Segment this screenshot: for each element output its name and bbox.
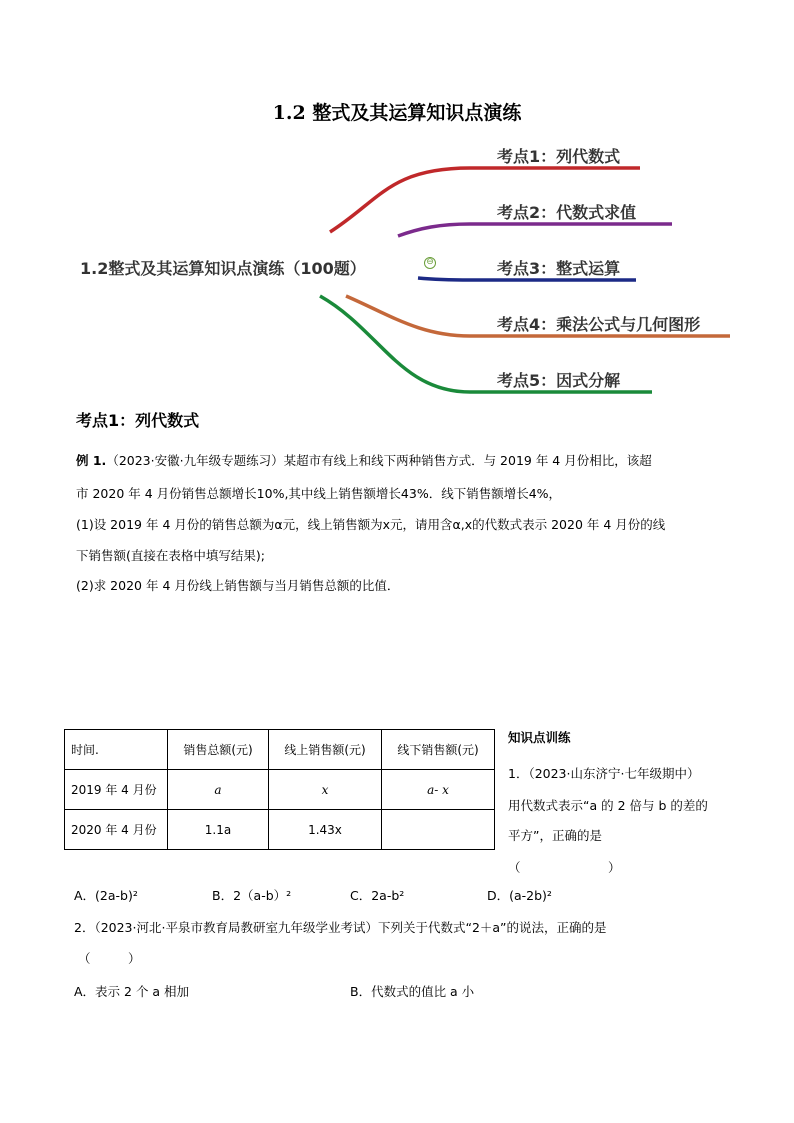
mindmap-branches — [0, 0, 794, 420]
table-cell-empty[interactable] — [382, 810, 495, 850]
table-cell: a — [168, 770, 269, 810]
branch-line-2 — [398, 224, 672, 236]
table-cell: x — [269, 770, 382, 810]
section-heading: 考点1：列代数式 — [76, 411, 200, 430]
q1-answer-blank[interactable]: （ ） — [508, 860, 621, 875]
example-label: 例 1. — [76, 453, 107, 468]
example-line-4: 下销售额(直接在表格中填写结果); — [76, 548, 265, 563]
table-cell: 2020 年 4 月份 — [65, 810, 168, 850]
table-header-row — [65, 730, 495, 770]
table-cell: 1.1a — [168, 810, 269, 850]
training-heading: 知识点训练 — [508, 730, 571, 745]
q1-option-c[interactable]: C．2a-b² — [350, 888, 405, 903]
mindmap-root: 1.2整式及其运算知识点演练（100题） — [80, 259, 366, 278]
mindmap-node-4[interactable]: 考点4：乘法公式与几何图形 — [497, 315, 701, 334]
example-line-2: 市 2020 年 4 月份销售总额增长10%,其中线上销售额增长43%．线下销售额增长4%， — [76, 486, 562, 501]
mindmap-node-3[interactable]: 考点3：整式运算 — [497, 259, 621, 278]
q2-line-1: 2．（2023·河北·平泉市教育局教研室九年级学业考试）下列关于代数式“2＋a”的说法，正确的是 — [74, 920, 607, 935]
example-line-3: (1)设 2019 年 4 月份的销售总额为α元，线上销售额为x元，请用含α,x的代数式表示 2020 年 4 月份的线 — [76, 517, 666, 532]
mindmap-node-2[interactable]: 考点2：代数式求值 — [497, 203, 637, 222]
q2-answer-blank[interactable]: （ ） — [78, 951, 141, 966]
q1-option-b[interactable]: B．2（a-b）² — [212, 888, 292, 903]
q1-line-1: 1．（2023·山东济宁·七年级期中） — [508, 766, 700, 781]
q1-line-3: 平方”，正确的是 — [508, 828, 602, 843]
q2-option-b[interactable]: B．代数式的值比 a 小 — [350, 984, 475, 999]
table-header-cell: 销售总额(元) — [168, 730, 269, 770]
mindmap-node-1[interactable]: 考点1：列代数式 — [497, 147, 621, 166]
collapse-icon[interactable]: ⊖ — [424, 257, 436, 269]
table-row — [65, 770, 495, 810]
table-header-cell: 线下销售额(元) — [382, 730, 495, 770]
example-line-1 — [76, 453, 652, 469]
q1-line-2: 用代数式表示“a 的 2 倍与 b 的差的 — [508, 798, 708, 813]
example-line-5: (2)求 2020 年 4 月份线上销售额与当月销售总额的比值． — [76, 578, 400, 593]
page-title: 1.2 整式及其运算知识点演练 — [272, 102, 522, 124]
q1-option-d[interactable]: D．(a-2b)² — [487, 888, 552, 903]
table-cell: 1.43x — [269, 810, 382, 850]
table-header-cell: 线上销售额(元) — [269, 730, 382, 770]
table-header-cell: 时间. — [65, 730, 168, 770]
table-cell: 2019 年 4 月份 — [65, 770, 168, 810]
table-cell: a- x — [382, 770, 495, 810]
table-row — [65, 810, 495, 850]
sales-table — [64, 729, 495, 850]
mindmap-node-5[interactable]: 考点5：因式分解 — [497, 371, 621, 390]
q2-option-a[interactable]: A．表示 2 个 a 相加 — [74, 984, 190, 999]
example-text-1: （2023·安徽·九年级专题练习）某超市有线上和线下两种销售方式．与 2019 年 4 月份相比，该超 — [106, 453, 652, 468]
q1-option-a[interactable]: A．(2a-b)² — [74, 888, 138, 903]
